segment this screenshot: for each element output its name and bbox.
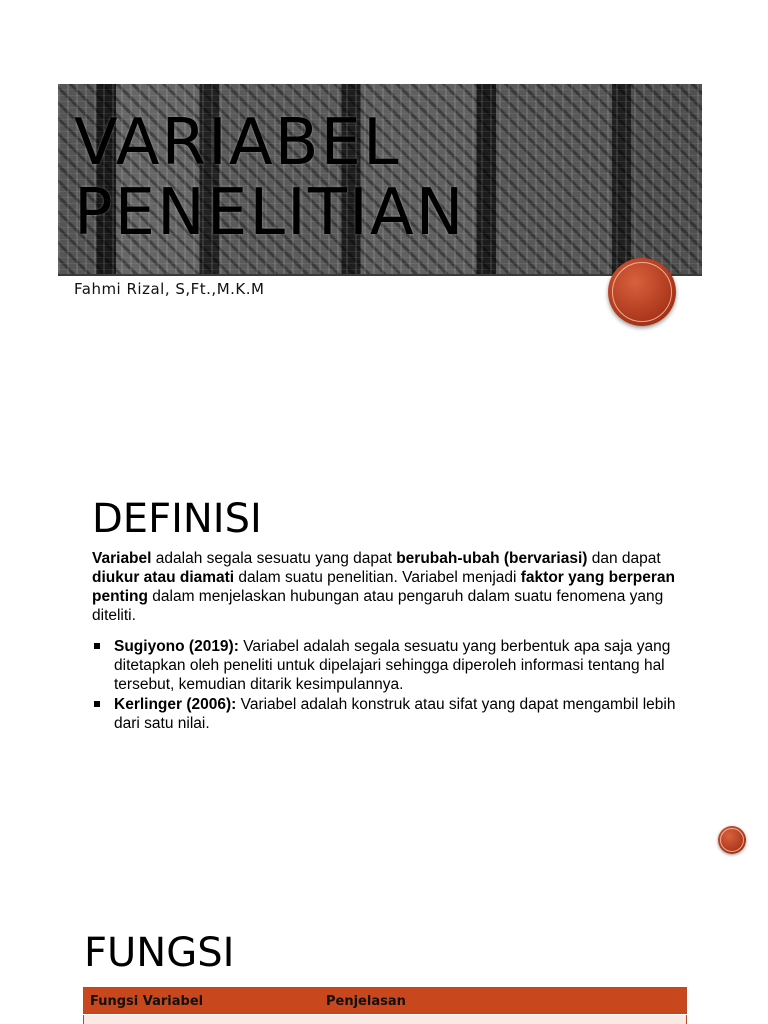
definition-heading: DEFINISI bbox=[92, 496, 262, 542]
header-fungsi-variabel: Fungsi Variabel bbox=[84, 988, 321, 1015]
paragraph-run: adalah segala sesuatu yang dapat bbox=[151, 550, 397, 567]
bullet-source: Sugiyono (2019): bbox=[114, 638, 239, 655]
function-slide bbox=[0, 864, 768, 1024]
decorative-orb-icon bbox=[608, 258, 676, 326]
bullet-text: Variabel adalah konstruk atau sifat yang dapat mengambil lebih dari satu nilai. bbox=[114, 696, 676, 732]
banner-bottom-rule bbox=[58, 274, 702, 276]
paragraph-bold-run: berubah-ubah (bervariasi) bbox=[396, 550, 588, 567]
definition-slide bbox=[0, 384, 768, 864]
paragraph-run: dalam suatu penelitian. Variabel menjadi bbox=[234, 569, 521, 586]
definition-paragraph bbox=[92, 549, 692, 625]
bullet-square-icon bbox=[94, 643, 100, 649]
header-penjelasan: Penjelasan bbox=[320, 988, 687, 1015]
paragraph-run: dan dapat bbox=[587, 550, 661, 567]
list-item bbox=[92, 695, 682, 733]
table-cell bbox=[320, 1015, 687, 1024]
bullet-source: Kerlinger (2006): bbox=[114, 696, 237, 713]
paragraph-bold-run: Variabel bbox=[92, 550, 152, 567]
bullet-text: Variabel adalah segala sesuatu yang berbentuk apa saja yang ditetapkan oleh peneliti untuk dipelajari sehingga diperoleh informasi tentang hal tersebut, kemudian ditarik kesimpulannya. bbox=[114, 638, 671, 693]
paragraph-bold-run: diukur atau diamati bbox=[92, 569, 235, 586]
paragraph-run: dalam menjelaskan hubungan atau pengaruh dalam suatu fenomena yang diteliti. bbox=[92, 588, 664, 624]
list-item bbox=[92, 637, 682, 694]
definition-bullets bbox=[92, 637, 682, 734]
function-heading: FUNGSI bbox=[84, 930, 235, 976]
paragraph-bold-run: faktor yang berperan penting bbox=[92, 569, 675, 605]
author-name: Fahmi Rizal, S,Ft.,M.K.M bbox=[74, 280, 265, 298]
title-slide bbox=[0, 0, 768, 384]
table-row bbox=[84, 1015, 687, 1024]
bullet-square-icon bbox=[94, 701, 100, 707]
function-table bbox=[83, 987, 687, 1024]
title-line-2: PENELITIAN bbox=[74, 176, 466, 250]
table-cell bbox=[84, 1015, 321, 1024]
decorative-orb-small-icon bbox=[718, 826, 746, 854]
table-header-row bbox=[84, 988, 687, 1015]
title-line-1: VARIABEL bbox=[74, 106, 401, 180]
presentation-title bbox=[74, 108, 466, 248]
